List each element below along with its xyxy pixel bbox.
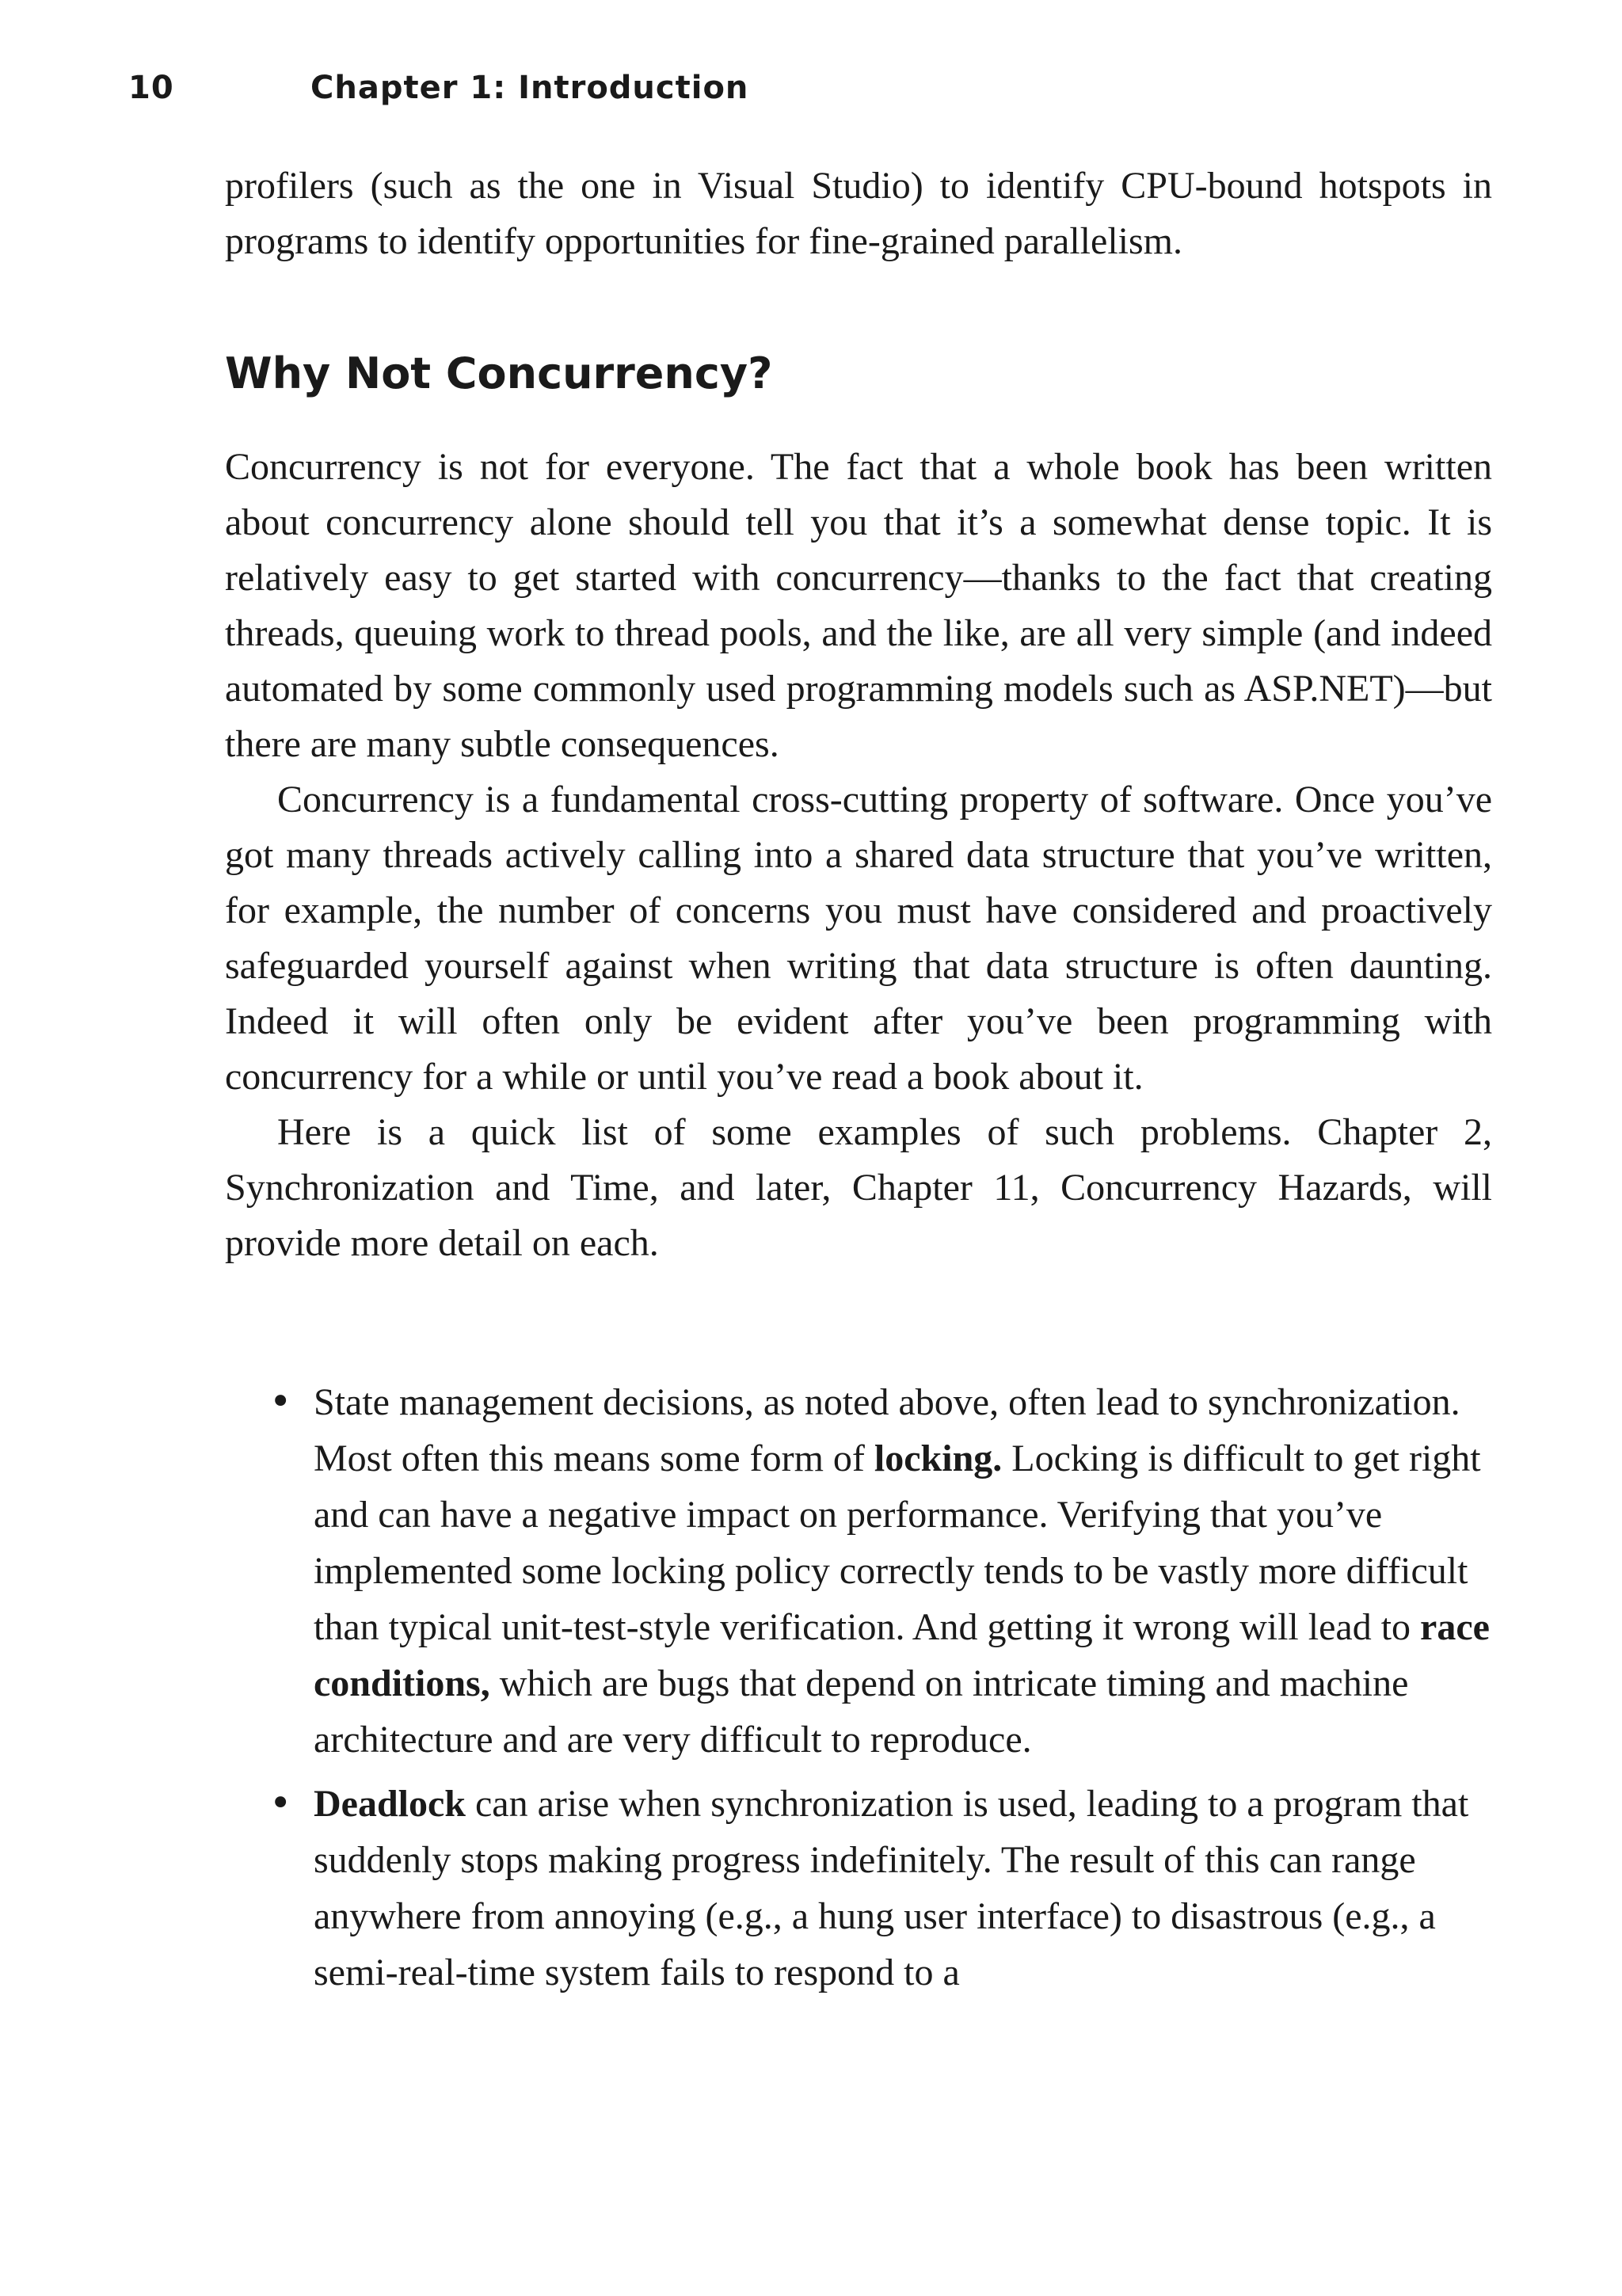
term-race-conditions: race conditions, xyxy=(314,1606,1490,1704)
body-paragraph: Concurrency is a fundamental cross-cutting property of software. Once you’ve got many threads actively calling into a shared data structure that you’ve written, for example, the number of concerns you must have considered and proactively safeguarded yourself against when writing that data structure is often daunting. Indeed it will often only be evident after you’ve been programming with concurrency for a while or until you’ve read a book about it. xyxy=(225,779,1492,1098)
intro-paragraph-block xyxy=(225,158,1492,269)
term-deadlock: Deadlock xyxy=(314,1783,466,1825)
list-item-text: can arise when synchronization is used, leading to a program that suddenly stops making progress indefinitely. The result of this can range anywhere from annoying (e.g., a hung user interface) to disastrous (e.g., a semi-real-time system fails to respond to a xyxy=(314,1783,1469,1993)
bullet-marker: • xyxy=(269,1781,292,1826)
page-number: 10 xyxy=(128,70,174,106)
section-body xyxy=(225,440,1492,1271)
list-item-text: Locking is difficult to get right and can have a negative impact on performance. Verifying that you’ve implemented some locking policy correctly tends to be vastly more difficult than typical unit-test-style verification. And getting it wrong will lead to xyxy=(314,1437,1481,1648)
bullet-marker: • xyxy=(269,1380,292,1424)
body-paragraph: Concurrency is not for everyone. The fact that a whole book has been written about concurrency alone should tell you that it’s a somewhat dense topic. It is relatively easy to get started with concurrency—thanks to the fact that creating threads, queuing work to thread pools, and the like, are all very simple (and indeed automated by some commonly used programming models such as ASP.NET)—but there are many subtle consequences. xyxy=(225,446,1492,765)
running-head xyxy=(128,70,749,106)
chapter-title: Chapter 1: Introduction xyxy=(310,70,749,106)
intro-paragraph: profilers (such as the one in Visual Studio) to identify CPU-bound hotspots in programs to identify opportunities for fine-grained parallelism. xyxy=(225,165,1492,262)
list-item-text: which are bugs that depend on intricate timing and machine architecture and are very difficult to reproduce. xyxy=(314,1662,1409,1761)
section-heading: Why Not Concurrency? xyxy=(225,348,773,398)
list-item xyxy=(269,1776,1494,2001)
problem-list xyxy=(269,1374,1494,2009)
term-locking: locking. xyxy=(874,1437,1003,1479)
list-item-text: State management decisions, as noted above, often lead to synchronization. Most often this means some form of xyxy=(314,1381,1460,1479)
list-item xyxy=(269,1374,1494,1768)
body-paragraph: Here is a quick list of some examples of such problems. Chapter 2, Synchronization and Time, and later, Chapter 11, Concurrency Hazards, will provide more detail on each. xyxy=(225,1111,1492,1264)
